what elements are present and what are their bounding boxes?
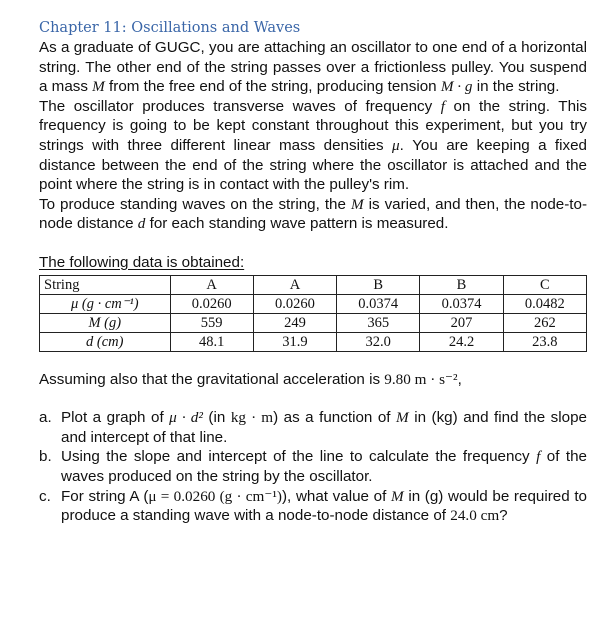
math: M [396,409,409,427]
text: in (kg) and find the slope and intercept of that line. [61,409,587,446]
text: from the free end of the string, producing tension [104,78,441,96]
text: For string A ( [61,487,149,505]
math: M [350,195,364,213]
math: μ · d² [169,409,203,427]
text: The oscillator produces transverse waves of frequency [39,97,441,115]
table-cell: A [253,275,336,294]
table-intro: The following data is obtained: [39,253,245,271]
math: kg · m [230,409,274,427]
math: M [92,78,105,96]
text: in the string. [472,78,560,96]
text: , [457,370,462,388]
paragraph-standing-waves [39,195,587,234]
table-cell: C [503,275,586,294]
question-text [61,447,587,486]
math: 9.80 m · s⁻² [384,370,458,388]
question-text [61,487,587,526]
row-header: String [40,275,171,294]
math: 24.0 cm [450,507,500,525]
document-page [39,18,587,526]
text: Assuming also that the gravitational acceleration is [39,370,385,388]
paragraph-oscillator [39,97,587,195]
text: To produce standing waves on the string, the [39,195,351,213]
question-label: c. [39,487,51,505]
text: (in [202,409,231,427]
question-text [61,408,587,447]
question-b [39,447,587,486]
math: M [391,487,404,505]
text: ) as a function of [273,409,397,427]
math: M · g [440,78,473,96]
table-cell: 249 [253,313,336,332]
table-row [40,294,587,313]
text: ? [499,507,508,525]
table-cell: 0.0374 [337,294,420,313]
table-cell: 23.8 [503,332,586,351]
question-label: a. [39,409,52,427]
text: of the waves produced on the string by the oscillator. [61,448,587,485]
table-cell: 0.0260 [170,294,253,313]
table-cell: 0.0482 [503,294,586,313]
text: on the string. This frequency is going to be kept constant throughout this experiment, but you try strings with three different linear mass densities [39,97,587,154]
question-list [39,408,587,526]
table-cell: 32.0 [337,332,420,351]
spacer [39,234,587,253]
math: μ [391,136,400,154]
question-label: b. [39,448,52,466]
table-cell: B [420,275,503,294]
paragraph-setup [39,38,587,97]
table-cell: 559 [170,313,253,332]
text: in (g) would be required to produce a standing wave with a node-to-node distance of [61,487,587,525]
table-cell: A [170,275,253,294]
table-row [40,313,587,332]
table-cell: 0.0260 [253,294,336,313]
table-cell: 31.9 [253,332,336,351]
question-a [39,408,587,447]
table-row [40,275,587,294]
spacer [39,389,587,408]
text: Plot a graph of [61,409,170,427]
row-header: μ (g · cm⁻¹) [40,294,171,313]
question-c [39,487,587,526]
text: Using the slope and intercept of the line to calculate the frequency [61,448,537,466]
gravity-assumption [39,370,587,390]
text: . You are keeping a fixed distance between the end of the string where the oscillator is attached and the point where the string is in contact with the pulley's rim. [39,136,587,194]
text: As a graduate of GUGC, you are attaching an oscillator to one end of a horizontal string. The other end of the string passes over a frictionless pulley. You suspend a mass [39,39,587,96]
table-cell: 48.1 [170,332,253,351]
table-cell: 262 [503,313,586,332]
table-cell: 24.2 [420,332,503,351]
math: f [440,97,445,115]
data-table [39,275,587,352]
math: μ = 0.0260 (g · cm⁻¹) [148,487,282,505]
row-header: d (cm) [40,332,171,351]
text: is varied, and then, the node-to-node distance [39,195,587,233]
text: ), what value of [282,487,391,505]
table-cell: 207 [420,313,503,332]
table-cell: 0.0374 [420,294,503,313]
table-cell: 365 [337,313,420,332]
table-cell: B [337,275,420,294]
text: for each standing wave pattern is measured. [145,215,449,233]
chapter-title: Chapter 11: Oscillations and Waves [39,20,301,36]
row-header: M (g) [40,313,171,332]
spacer [39,352,587,370]
math: d [137,215,146,233]
table-row [40,332,587,351]
math: f [536,448,541,466]
